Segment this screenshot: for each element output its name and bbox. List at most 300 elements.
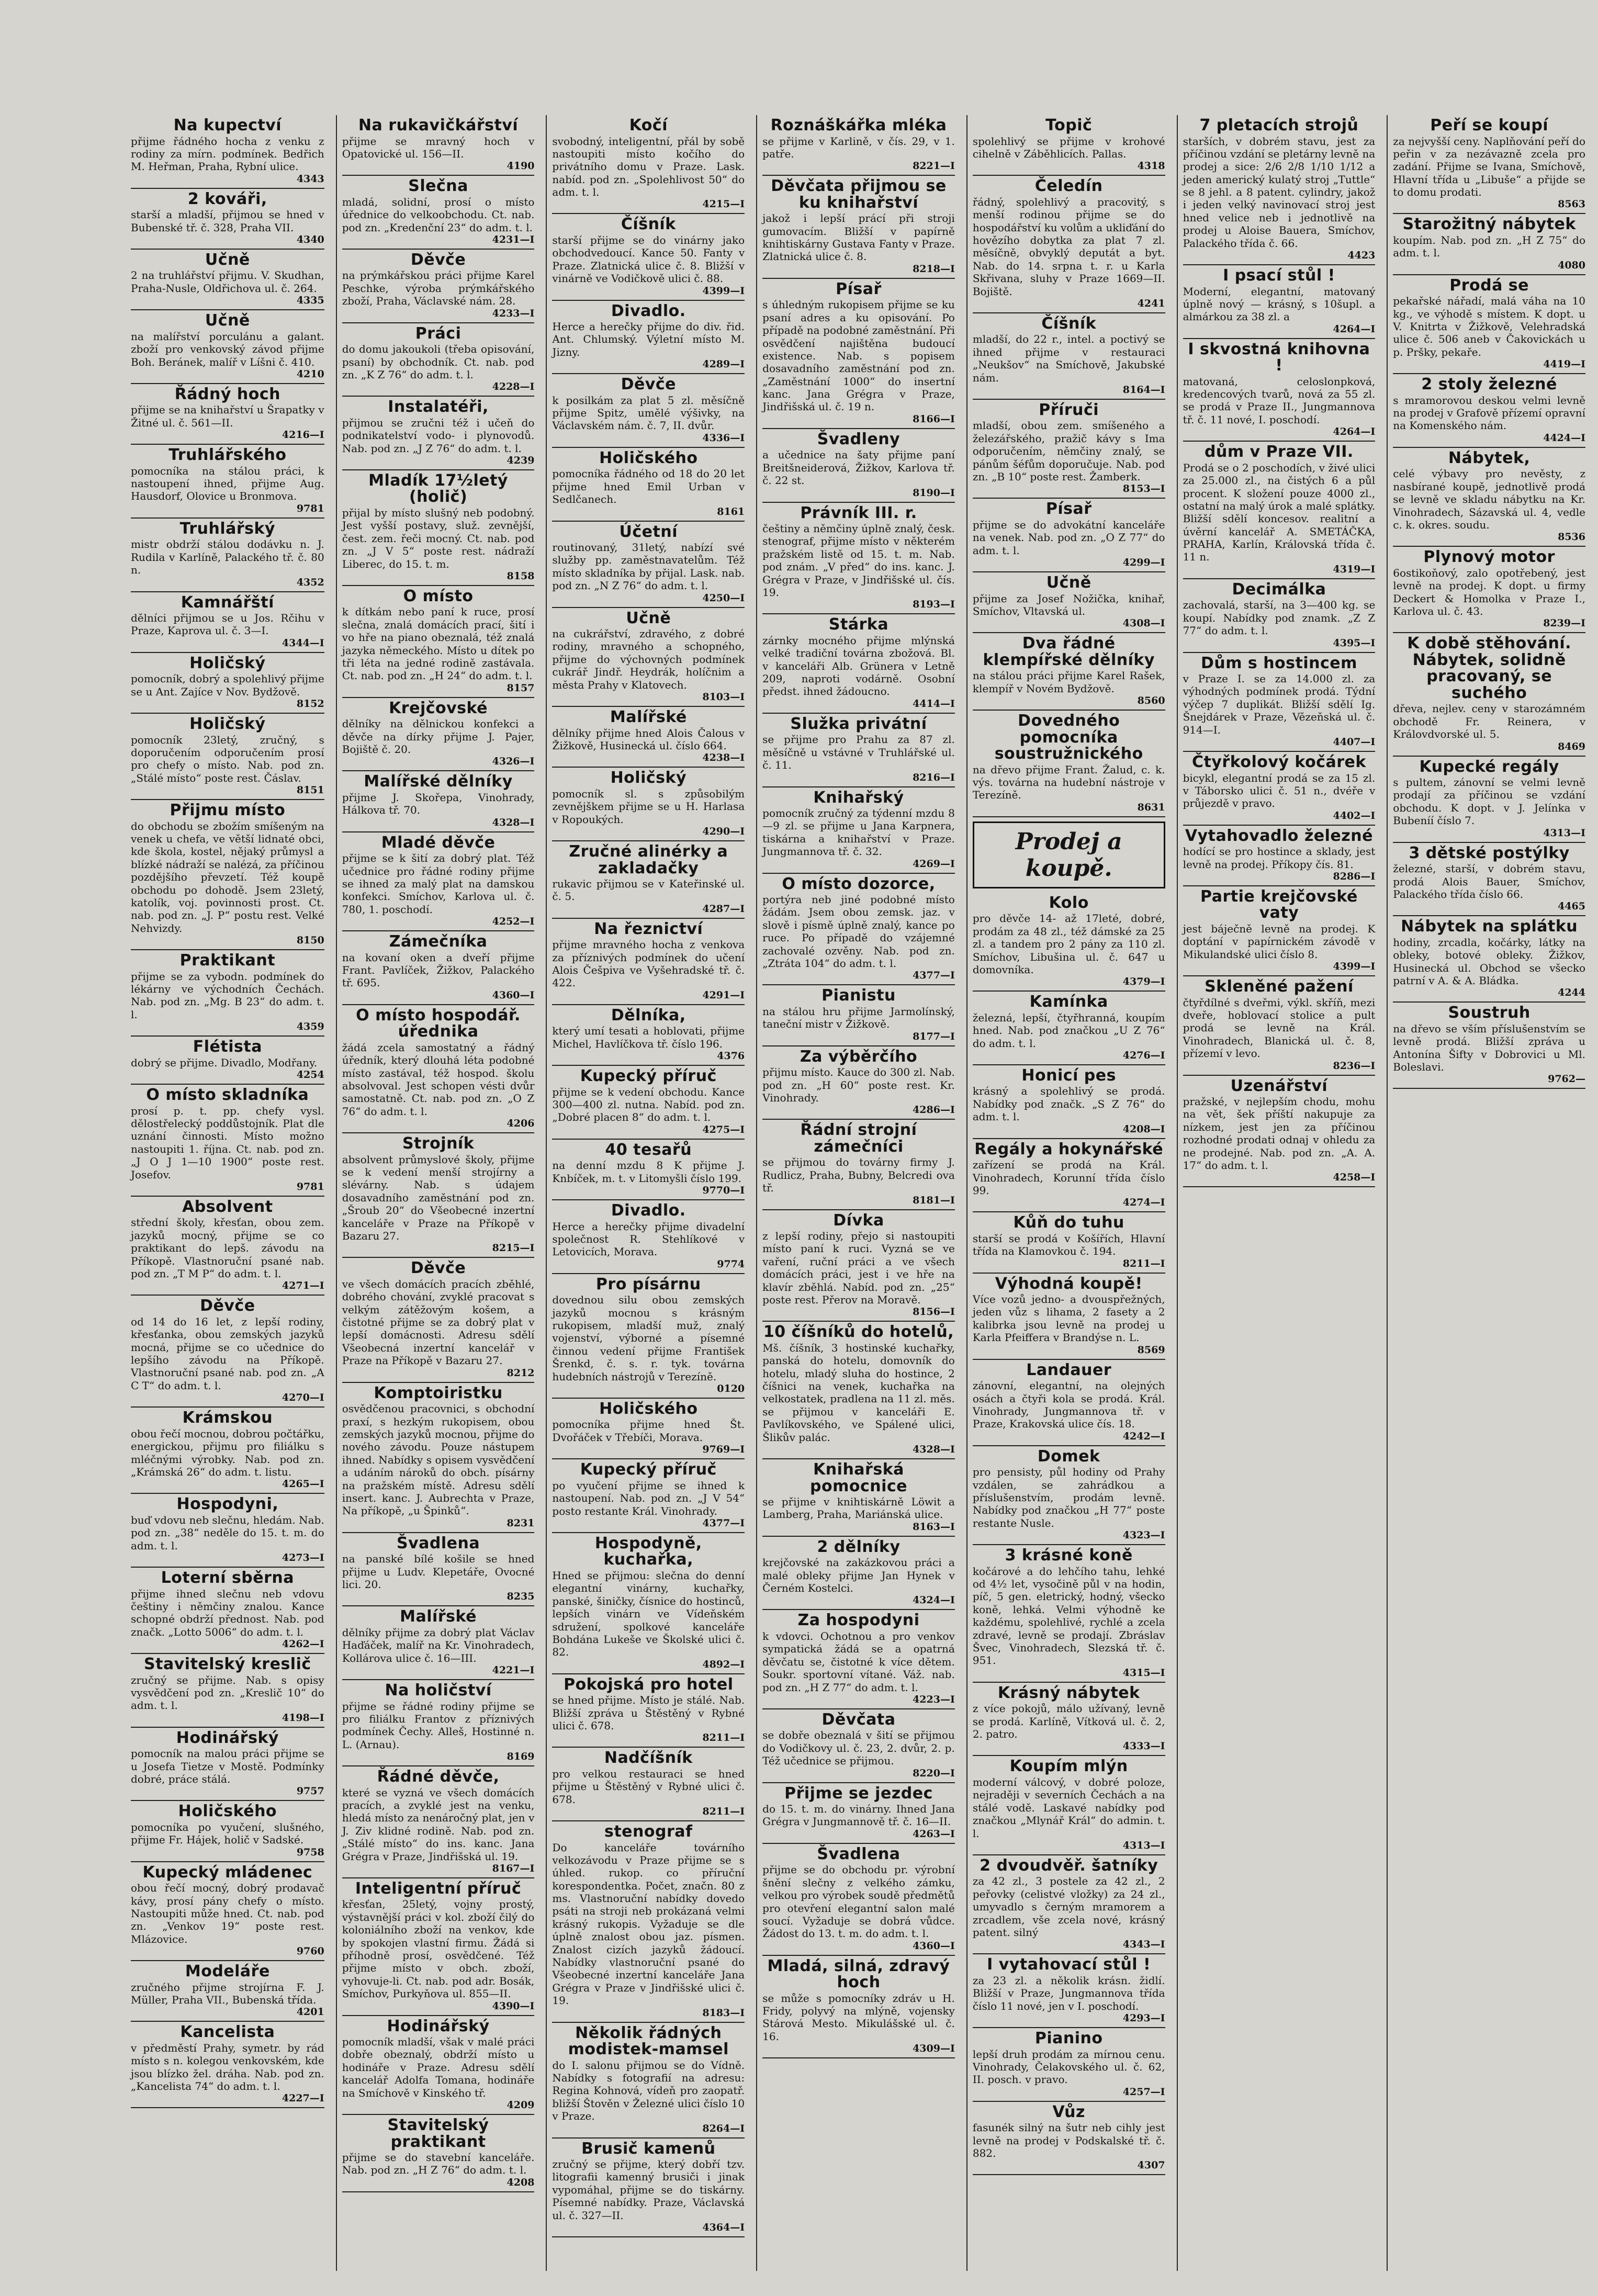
classified-ad — [973, 2102, 1165, 2176]
ad-heading: Vůz — [1052, 2102, 1085, 2121]
ad-heading: Řádný hoch — [174, 385, 280, 403]
classified-ad — [552, 448, 745, 522]
ad-text: přijme se do advokátní kanceláře na venek. Nab. pod zn. „O Z 77“ do adm. t. l. — [972, 518, 1165, 557]
ad-text: pro velkou restauraci se hned přijme u Štěstěný v Rybné ulici č. 678. — [552, 1767, 745, 1806]
classified-ad — [131, 1728, 324, 1802]
ad-code: 4273—I — [282, 1552, 324, 1563]
classified-ad — [342, 931, 535, 1005]
ad-text: se přijmou do továrny firmy J. Rudlicz, Praha, Bubny, Belcredi ova tř. — [762, 1156, 955, 1195]
ad-text: koupím. Nab. pod zn. „H Z 75“ do adm. t. l. — [1393, 233, 1585, 260]
ad-heading: Na kupectví — [173, 116, 282, 134]
ad-text: s úhledným rukopisem přijme se ku psaní adres a ku opisování. Po případě na podobné zaměstnání. Při osvědčení najištěna budoucí existence. Nab. s popisem dosavadního zaměstnání pod zn. „Zaměstnání 1000“ do insertní kanc. Jana Grégra v Praze, Jindřišská ul. č. 19 n. — [762, 298, 955, 413]
classified-ad — [342, 176, 535, 250]
classified-ad — [342, 1680, 535, 1766]
ad-code: 4390—I — [492, 2000, 535, 2012]
classified-ad — [762, 1459, 955, 1537]
ad-heading: Kamínka — [1029, 993, 1108, 1011]
ad-heading: Děvčata přijmou se ku knihařství — [771, 177, 947, 212]
ad-code: 4424—I — [1543, 432, 1585, 444]
classified-ad — [762, 1120, 955, 1210]
ad-heading: Peří se koupí — [1430, 116, 1549, 134]
ad-text: od 14 do 16 let, z lepší rodiny, křesťanka, obou zemských jazyků mocná, přijme se co učednice do lepšího závodu na Příkopě. Vlastnoruční psané nab. pod zn. „A C T“ do adm. t. l. — [131, 1315, 324, 1392]
ad-code: 8221—I — [913, 160, 955, 172]
ad-heading: Učně — [626, 609, 671, 627]
ad-code: 4208—I — [1122, 1123, 1165, 1135]
ad-text: v Praze I. se za 14.000 zl. za výhodných podmínek prodá. Týdní výčep 7 duplikát. Bližší sdělí Ig. Šnejdárek v Praze, Vězeňská ul. č. 914—I. — [1183, 672, 1376, 736]
ad-code: 4402—I — [1333, 809, 1376, 821]
ad-code: 4333—I — [1122, 1740, 1165, 1752]
ad-code: 8211—I — [702, 1732, 745, 1744]
ad-heading: 2 kováři, — [187, 189, 267, 208]
classified-ad — [1183, 115, 1376, 265]
classified-ad — [342, 470, 535, 586]
ad-heading: Kancelista — [180, 2023, 275, 2042]
ad-code: 8161 — [717, 505, 745, 517]
ad-code: 4343 — [296, 173, 324, 185]
ad-text: na stálou hru přijme Jarmolínský, taneční mistr v Žižkově. — [762, 1005, 955, 1031]
ad-text: starších, v dobrém stavu, jest za příčinou vzdání se pletárny levně na prodej a sice: 2/6 2/8 1/10 1/12 a jeden americký kulatý stroj „Tuttle“ se 8 jehl. a 8 patent. cylindry, jakož i jeden velký navinovací stroj jest hned velice neb i jednotlivě na prodej u Aloise Bauera, Smíchov, Palackého třída č. 66. — [1183, 134, 1376, 250]
ad-code: 4250—I — [702, 592, 745, 604]
ad-code: 4216—I — [282, 429, 324, 441]
ad-code: 8211—I — [702, 1806, 745, 1818]
ad-code: 4326—I — [492, 756, 535, 768]
ad-heading: Slečna — [408, 177, 468, 196]
classified-ad — [762, 985, 955, 1046]
ad-code: 4328—I — [913, 1444, 955, 1455]
ad-heading: Za hospodyni — [797, 1611, 920, 1630]
classified-ad — [1183, 442, 1376, 579]
ad-heading: Prodá se — [1449, 276, 1529, 295]
ad-text: přijal by místo slušný neb podobný. Jest vyšší postavy, služ. zevnější, čest. zem. řeči mocný. Ct. nab. pod zn. „J V 5“ poste rest. nádraží Liberec, do 15. t. m. — [342, 506, 535, 570]
ad-text: se hned přijme. Místo je stálé. Nab. Bližší zpráva u Štěstěný v Rybné ulici č. 678. — [552, 1694, 745, 1732]
classified-ad — [1393, 633, 1585, 756]
ad-text: spolehlivý se přijme v krohové cihelně v Záběhlicích. Pallas. — [972, 134, 1165, 160]
classified-ad — [973, 1954, 1165, 2028]
ad-code: 9774 — [717, 1258, 745, 1270]
ad-text: střední školy, křesťan, obou zem. jazyků mocný, přijme se co praktikant do lepš. závodu na Příkopě. Vlastnoruční psané nab. pod zn. „T M P“ do adm. t. l. — [131, 1216, 324, 1280]
ad-text: přijme se na knihařství u Šrapatky v Žitné ul. č. 561—II. — [131, 403, 324, 429]
ad-heading: Topič — [1045, 116, 1093, 134]
ad-code: 8183—I — [702, 2007, 745, 2019]
ad-code: 4239 — [507, 454, 535, 466]
ad-code: 4244 — [1558, 987, 1585, 999]
ad-code: 8569 — [1137, 1344, 1165, 1356]
classified-ad — [131, 1494, 324, 1568]
classified-ad — [762, 115, 955, 176]
classified-ad — [1183, 339, 1376, 442]
classified-ad — [762, 279, 955, 429]
ad-text: k posilkám za plat 5 zl. měsíčně přijme Spitz, umělé výšivky, na Václavském nám. č. 7, II. dvůr. — [552, 393, 745, 432]
ad-code: 8177—I — [913, 1030, 955, 1042]
classified-ad — [131, 800, 324, 950]
ad-heading: Přijme se jezdec — [784, 1784, 933, 1803]
ad-heading: Zručné alinérky a zakladačky — [569, 842, 728, 877]
ad-text: se může s pomocníky zdráv u H. Fridy, polyvý na mlýně, vojensky Stárová Mesto. Mikulášské ul. č. 16. — [762, 1991, 955, 2043]
ad-heading: 40 tesařů — [605, 1140, 692, 1159]
ad-text: lepší druh prodám za mírnou cenu. Vinohrady, Čelakovského ul. č. 62, II. posch. v pravo. — [972, 2047, 1165, 2086]
ad-text: češtiny a němčiny úplně znalý, česk. stenograf, přijme místo v některém pražském listě od 15. t. m. Nab. pod znám. „V před“ do ins. kanc. J. Grégra v Praze, v Jindřišské ul. čís. 19. — [762, 522, 955, 599]
ad-code: 4364—I — [702, 2222, 745, 2233]
ad-text: přijme se k šití za dobrý plat. Též učednice pro řádné rodiny přijme se ihned za malý plat na damskou konfekci. Smíchov, Karlova ul. č. 780, 1. poschodí. — [342, 852, 535, 916]
ad-heading: Nábytek, — [1448, 448, 1531, 467]
ad-text: mladší, do 22 r., intel. a poctivý se ihned přijme v restauraci „Neukšov“ na Smíchově, Jakubské nám. — [972, 333, 1165, 384]
ad-code: 4275—I — [702, 1123, 745, 1135]
ad-code: 4414—I — [913, 697, 955, 710]
ad-text: dřeva, nejlev. ceny v starozámném obchodě Fr. Reinera, v Královdvorské ul. 5. — [1393, 702, 1585, 741]
ad-code: 4198—I — [282, 1712, 324, 1724]
ad-text: pomocník 23letý, zručný, s doporučením odporučením prosí pro chefy o místo. Nab. pod zn. „Stálé místo“ poste rest. Čáslav. — [131, 733, 324, 784]
ad-code: 4323—I — [1122, 1529, 1165, 1541]
classified-ad — [552, 1674, 745, 1748]
ad-code: 4276—I — [1122, 1049, 1165, 1061]
ad-code: 4319—I — [1333, 563, 1376, 575]
ad-code: 8631 — [1137, 801, 1165, 813]
ad-column-4 — [756, 115, 960, 2271]
ad-heading: Mladá, silná, zdravý hoch — [767, 1956, 950, 1992]
ad-code: 8157 — [507, 682, 535, 694]
ad-text: se dobře obeznalá v šití se přijmou do Vodičkovy ul. č. 23, 2. dvůr, 2. p. Též učednice se přijmou. — [762, 1729, 955, 1768]
ad-code: 9758 — [296, 1846, 324, 1858]
classified-ad — [552, 1200, 745, 1274]
classified-ad — [973, 1139, 1165, 1213]
ad-code: 4308—I — [1122, 617, 1165, 629]
ad-code: 4360—I — [913, 1940, 955, 1952]
classified-ad — [973, 1212, 1165, 1273]
ad-text: přijme mravného hocha z venkova za příznivých podmínek do učení Alois Češpiva ve Vyšehradské tř. č. 422. — [552, 938, 745, 989]
classified-ad — [552, 1459, 745, 1533]
classified-ad — [762, 714, 955, 787]
ad-heading: Učně — [1046, 573, 1091, 592]
ad-text: zachovalá, starší, na 3—400 kg. se koupí. Nabídky pod znamk. „Z Z 77“ do adm. t. l. — [1183, 599, 1376, 637]
classified-ad — [342, 397, 535, 470]
ad-text: Více vozů jedno- a dvouspřežných, jeden vůz s lihama, 2 fasety a 2 kalibrka jsou levně na prodej u Karla Pfeiffera v Brandýse n. L. — [972, 1293, 1165, 1344]
ad-text: přijmu místo. Kauce do 300 zl. Nab. pod zn. „H 60“ poste rest. Kr. Vinohrady. — [762, 1066, 955, 1104]
ad-code: 4407—I — [1333, 736, 1376, 748]
ad-heading: Malířské — [400, 1607, 477, 1626]
classified-ad — [131, 653, 324, 714]
ad-heading: Truhlářský — [179, 519, 276, 538]
ad-code: 8158 — [507, 570, 535, 582]
ad-code: 8169 — [507, 1751, 535, 1763]
ad-heading: Decimálka — [1232, 580, 1326, 599]
ad-heading: Dovedného pomocníka soustružnického — [994, 712, 1143, 763]
ad-heading: Číšník — [1041, 314, 1097, 333]
classified-ad — [973, 1274, 1165, 1360]
classified-ad — [342, 1766, 535, 1878]
ad-code: 4227—I — [282, 2092, 324, 2104]
ad-code: 8218—I — [913, 263, 955, 275]
classified-ad — [552, 522, 745, 608]
ad-text: pomocníka přijme hned Št. Dvořáček v Třebíči, Morava. — [552, 1418, 745, 1444]
classified-ad — [973, 1855, 1165, 1954]
ad-heading: Komptoiristku — [374, 1383, 503, 1402]
ad-code: 4257—I — [1122, 2086, 1165, 2098]
classified-ad — [762, 1210, 955, 1322]
ad-heading: Holičský — [189, 654, 266, 672]
ad-code: 8164—I — [1122, 384, 1165, 396]
ad-heading: Honicí pes — [1021, 1066, 1116, 1085]
ad-text: přijme se do obchodu pr. výrobní šnění slečny z velkého zámku, velkou pro výrobek soudě předmětů pro otevření elegantní salon malé soucí. Vyžaduje se dobrá vůdce. Žádost do 13. t. m. do adm. t. l. — [762, 1863, 955, 1940]
ad-heading: Nábytek na splátku — [1401, 917, 1578, 936]
ad-heading: Pokojská pro hotel — [564, 1675, 734, 1694]
classified-ad — [1393, 547, 1585, 633]
ad-code: 4201 — [296, 2006, 324, 2018]
ad-code: 8103—I — [702, 691, 745, 703]
classified-ad — [973, 176, 1165, 313]
ad-heading: Malířské dělníky — [364, 772, 513, 791]
ad-text: zručný se přijme, který dobří tzv. litografii kamenný brusiči i jinak vypomáhal, přijme se do tiskárny. Písemné nabídky. Praze, Václavská ul. č. 327—II. — [552, 2158, 745, 2222]
classified-ad — [131, 714, 324, 800]
ad-text: starší a mladší, přijmou se hned v Bubenské tř. č. 328, Praha VII. — [131, 208, 324, 234]
classified-ad — [131, 1296, 324, 1408]
ad-code: 9757 — [296, 1785, 324, 1797]
ad-text: moderní válcový, v dobré poloze, nejraději v severních Čechách a na stálé vodě. Laskavé nabídky pod značkou „Mlynář Král“ do admin. t. l. — [972, 1775, 1165, 1840]
ad-heading: Partie krejčovské vaty — [1200, 887, 1358, 922]
ad-heading: Švadlena — [817, 1844, 901, 1863]
ad-code: 4238—I — [702, 752, 745, 764]
ad-heading: O místo — [403, 587, 474, 605]
ad-text: na stálou práci přijme Karel Rašek, klempíř v Novém Bydžově. — [972, 669, 1165, 695]
classified-ad — [131, 1037, 324, 1085]
ad-heading: Divadlo. — [611, 1201, 686, 1220]
ad-heading: Švadlena — [397, 1534, 480, 1552]
classified-ad — [762, 1844, 955, 1956]
ad-code: 4265—I — [282, 1478, 324, 1490]
ad-code: 8150 — [296, 935, 324, 947]
classified-ad — [973, 572, 1165, 633]
classified-ad — [973, 992, 1165, 1065]
ad-heading: Domek — [1037, 1447, 1100, 1466]
ad-code: 8215—I — [492, 1242, 535, 1254]
ad-text: zručný se přijme. Nab. s opisy vysvědčení pod zn. „Kreslič 10“ do adm. t. l. — [131, 1673, 324, 1712]
ad-heading: Kamnářští — [181, 593, 274, 612]
ad-heading: Skleněné pažení — [1205, 977, 1354, 996]
ad-heading: Učně — [205, 250, 250, 269]
ad-text: Do kanceláře továrního velkozávodu v Praze přijme se s úhled. rukop. co příruční korespondentka. Počet, značn. 80 z ms. Vlastnoruční nabídky dovedo psáti na stroji neb prokázaná velmi krásný rukopis. Vyžaduje se dle úplně znalost obou jaz. písmen. Znalost cizích jazyků žádoucí. Nabídky vlastnoruční psané do Všeobecné inzertní kanceláře Jana Grégra v Praze v Jindřišské ulici č. 19. — [552, 1841, 745, 2007]
ad-text: hodící se pro hostince a sklady, jest levně na prodej. Příkopy čís. 81. — [1183, 845, 1376, 871]
ad-heading: Právník III. r. — [800, 503, 917, 522]
ad-text: dělníci přijmou se u Jos. Rčihu v Praze, Kaprova ul. č. 3—I. — [131, 612, 324, 637]
ad-heading: Starožitný nábytek — [1402, 215, 1576, 234]
ad-text: pekařské nářadí, malá váha na 10 kg., ve výhodě s místem. K dopt. u V. Knitrta v Žižkově, Velehradská ulice č. 506 aneb v Čakovickách u p. Pršky, pekaře. — [1393, 295, 1585, 358]
ad-heading: Příruči — [1039, 400, 1099, 419]
classified-ad — [762, 787, 955, 874]
classified-ad — [552, 1533, 745, 1674]
classified-ad — [552, 1821, 745, 2023]
ad-text: krejčovské na zakázkovou práci a malé obleky přijme Jan Hynek v Černém Kostelci. — [762, 1556, 955, 1595]
ad-code: 4215—I — [702, 198, 745, 210]
ad-text: zařízení se prodá na Král. Vinohradech, Korunní třída číslo 99. — [972, 1158, 1165, 1197]
ad-heading: Zámečníka — [389, 932, 488, 951]
ad-code: 4241 — [1137, 297, 1165, 309]
ad-text: Herce a herečky přijme do div. řid. Ant. Chlumský. Výletní místo M. Jizny. — [552, 320, 745, 358]
ad-heading: Modeláře — [185, 1962, 270, 1981]
ad-heading: K době stěhování. Nábytek, solidně pracovaný, se suchého — [1407, 634, 1572, 702]
classified-ad — [762, 176, 955, 279]
classified-ad — [762, 874, 955, 986]
ad-code: 4274—I — [1122, 1197, 1165, 1209]
ad-heading: 3 krásné koně — [1005, 1546, 1133, 1565]
classified-ad — [552, 608, 745, 707]
classified-ad — [552, 1748, 745, 1821]
ad-text: Hned se přijmou: slečna do denní elegantní vinárny, kuchařky, panské, šiničky, čísnice do hostinců, lepších vinárn ve Vídeňském sdružení, spolkové kanceláře Bohdána Lukeše ve Školské ulici č. 82. — [552, 1569, 745, 1659]
classified-ad — [1183, 976, 1376, 1075]
ad-text: na prýmkářskou práci přijme Karel Peschke, výroba prýmkářského zboží, Praha, Václavské nám. 28. — [342, 269, 535, 308]
ad-heading: Hodinářský — [387, 2017, 490, 2035]
ad-heading: 2 dvoudvěř. šatníky — [980, 1856, 1158, 1875]
ad-code: 8563 — [1558, 198, 1585, 210]
ad-code: 8469 — [1558, 740, 1585, 752]
ad-code: 8163—I — [913, 1521, 955, 1533]
ad-text: v předměstí Prahy, symetr. by rád místo s n. kolegou venkovském, kde jsou blízko žel. dráha. Nab. pod zn. „Kancelista 74“ do adm. t. l. — [131, 2041, 324, 2093]
classified-ad — [1183, 653, 1376, 752]
ad-code: 4318 — [1137, 160, 1165, 172]
ad-text: pomocníka na stálou práci, k nastoupení ihned, přijme Aug. Hausdorf, Olovice u Bronmova. — [131, 464, 324, 503]
ad-heading: Práci — [415, 324, 462, 343]
classified-ad — [342, 698, 535, 772]
ad-text: za 23 zl. a několik krásn. židlí. Bližší v Praze, Jungmannova třída číslo 11 nové, jen v I. poschodí. — [972, 1974, 1165, 2012]
ad-heading: Malířské — [610, 708, 687, 727]
ad-heading: I vytahovací stůl ! — [987, 1955, 1151, 1974]
classified-ad — [762, 1046, 955, 1120]
ad-text: osvědčenou pracovnici, s obchodní praxí, s hezkým rukopisem, obou zemských jazyků mocnou, přijme do nového závodu. Pouze nástupem ihned. Nabídky s opisem vysvědčení a udáním nároků do obch. písárny na pražském místě. Adresu sdělí insert. kanc. J. Aubrechta v Praze, Na příkopě, „u Špinků“. — [342, 1402, 535, 1517]
ad-column-6 — [1177, 115, 1381, 2271]
ad-text: přijme řádného hocha z venku z rodiny za mírn. podmínek. Bedřich M. Heřman, Praha, Rybní ulice. — [131, 134, 324, 173]
ad-heading: Kočí — [629, 116, 668, 134]
ad-text: prosí p. t. pp. chefy vysl. dělostřelecký poddůstojník. Plat dle uznání činnosti. Místo možno nastoupiti 1. října. Ct. nab. pod zn. „J O J 1—10 1900“ poste rest. Josefov. — [131, 1104, 324, 1181]
ad-text: pomocník, dobrý a spolehlivý přijme se u Ant. Zajíce v Nov. Bydžově. — [131, 672, 324, 698]
ad-text: do domu jakoukoli (třeba opisování, psaní) by obchodník. Ct. nab. pod zn. „K Z 76“ do adm. t. l. — [342, 343, 535, 381]
classified-ad — [762, 1537, 955, 1611]
ad-text: na dřevo se vším příslušenstvím se levně prodá. Bližší zpráva u Antonína Šifty v Dobrovici u Ml. Boleslavi. — [1393, 1022, 1585, 1074]
ad-text: na dřevo přijme Frant. Žalud, c. k. výs. továrna na hudební nástroje v Terezíně. — [972, 763, 1165, 802]
ad-code: 4293—I — [1122, 2012, 1165, 2024]
classified-ad — [131, 950, 324, 1037]
classified-ad — [1393, 275, 1585, 374]
ad-heading: Mladé děvče — [381, 833, 496, 852]
classified-ad — [973, 1446, 1165, 1545]
ad-text: za 42 zl., 3 postele za 42 zl., 2 peřovky (celistvé vložky) za 24 zl., umyvadlo s černým mramorem a zrcadlem, vše zcela nové, krásný patent. silný — [972, 1875, 1165, 1939]
ad-code: 4290—I — [702, 826, 745, 837]
classified-ad — [342, 2016, 535, 2115]
ad-text: buď vdovu neb slečnu, hledám. Nab. pod zn. „38“ neděle do 15. t. m. do adm. t. l. — [131, 1513, 324, 1552]
ad-heading: Výhodná koupě! — [995, 1274, 1143, 1293]
ad-code: 4399—I — [1333, 961, 1376, 973]
ad-text: přijme se k vedení obchodu. Kance 300—400 zl. nutna. Nabíd. pod zn. „Dobré placen 8“ do adm. t. l. — [552, 1085, 745, 1124]
classified-ad — [973, 400, 1165, 499]
classified-ad — [131, 519, 324, 592]
ad-heading: Stárka — [828, 615, 889, 634]
ad-text: čtyřdílné s dveřmi, výkl. skříň, mezi dveře, hoblovací stolice a pult prodá se levně na Král. Vinohradech, Blanická ul. č. 8, přízemí v levo. — [1183, 996, 1376, 1060]
ad-heading: Instalatéři, — [388, 398, 489, 417]
classified-ad — [131, 115, 324, 189]
classified-ad — [973, 499, 1165, 572]
ad-text: pomocník mladší, však v malé práci dobře obeznalý, obdrží místo u hodináře v Praze. Adresu sdělí kancelář Adolfa Tomana, hodináře na Smíchově v Kinského tř. — [342, 2035, 535, 2099]
ad-text: na malířství porculánu a galant. zboží pro venkovský závod přijme Boh. Beránek, malíř v Líšni č. 410. — [131, 330, 324, 368]
classified-ad — [342, 323, 535, 397]
ad-text: k dítkám nebo paní k ruce, prosí slečna, znalá domácích prací, šití i vo hře na piano obeznalá, též znalá jazyka německého. Místo u dítek po tři léta na jedné rodině zastávala. Ct. nab. pod zn. „H 24“ do adm. t. l. — [342, 605, 535, 682]
ad-heading: I psací stůl ! — [1223, 266, 1335, 285]
ad-code: 8166—I — [913, 413, 955, 425]
ad-heading: Kupecké regály — [1419, 757, 1559, 776]
ad-text: krásný a spolehlivý se prodá. Nabídky pod značk. „S Z 76“ do adm. t. l. — [972, 1085, 1165, 1123]
ad-code: 4242—I — [1122, 1430, 1165, 1442]
ad-text: Moderní, elegantní, matovaný úplně nový — krásný, s 10šupl. a almárkou za 38 zl. a — [1183, 285, 1376, 323]
ad-text: dovednou silu obou zemských jazyků mocnou s krásným rukopisem, mladší muž, znalý vojenství, výborné a písemné činnou vedení přijme František Šrenkd, č. s. r. tyk. továrna hudebních nástrojů v Terezíně. — [552, 1293, 745, 1383]
ad-heading: Švadleny — [817, 430, 901, 448]
classified-ad — [131, 1801, 324, 1862]
ad-code: 4465 — [1558, 901, 1585, 913]
ad-text: přijmou se zručni též i učeň do podnikatelství vodo- i plynovodů. Nab. pod zn. „J Z 76“ do adm. t. l. — [342, 416, 535, 455]
ad-text: s mramorovou deskou velmi levně na prodej v Grafově přízemí opravní na Komenského nám. — [1393, 393, 1585, 432]
ad-text: pražské, v nejlepším chodu, mohu na vět, šek příští nakupuje za nízkem, jest jen za příčinou rozhodné prodati odnaj v ohledu za ne prodejné. Nab. pod zn. „A. A. 17“ do adm. t. l. — [1183, 1095, 1376, 1172]
ad-code: 8181—I — [913, 1194, 955, 1206]
ad-heading: Kupecký příruč — [580, 1067, 717, 1086]
classified-ad — [973, 893, 1165, 992]
ad-text: Mš. číšník, 3 hostinské kuchařky, panská do hotelu, domovník do hotelu, mladý sluha do hostince, 2 číšnici na venek, kuchařka na velkostatek, pradlena na 11 zl. měs. se přijmou v kanceláři E. Pavlíkovského, ve Spálené ulici, Šlikův palác. — [762, 1341, 955, 1444]
ad-heading: Vytahovadlo železné — [1185, 826, 1373, 845]
ad-code: 4315—I — [1122, 1667, 1165, 1679]
ad-heading: 2 dělníky — [817, 1537, 901, 1556]
classified-ad — [1393, 843, 1585, 917]
ad-heading: Pro písárnu — [595, 1275, 701, 1293]
ad-heading: Truhlářského — [168, 446, 287, 465]
ad-code: 4291—I — [702, 989, 745, 1001]
ad-code: 4209 — [507, 2099, 535, 2111]
ad-heading: Přijmu místo — [170, 801, 286, 820]
ad-code: 8151 — [296, 784, 324, 796]
ad-text: dělníky přijme za dobrý plat Václav Haďáček, malíř na Kr. Vinohradech, Kollárova ulice č. 16—III. — [342, 1626, 535, 1664]
ad-code: 4395—I — [1333, 637, 1376, 649]
ad-heading: Řádní strojní zámečníci — [800, 1121, 917, 1156]
ad-heading: Hospodyni, — [176, 1495, 279, 1514]
ad-text: obou řečí mocný, dobrý prodavač kávy, prosí pány chefy o místo. Nastoupiti může hned. Ct. nab. pod zn. „Venkov 19“ poste rest. Mlázovice. — [131, 1882, 324, 1945]
ad-text: hodiny, zrcadla, kočárky, látky na obleky, botové obleky. Žižkov, Husinecká ul. Obchod se všecko patrní v A. & A. Bládka. — [1393, 936, 1585, 987]
classified-ad — [762, 429, 955, 503]
ad-heading: Divadlo. — [611, 301, 686, 320]
ad-text: kočárové a do lehčího tahu, lehké od 4½ let, vysočině půl v na hodin, píč, 5 gen. eletrický, hodný, všecko koně, lehká. Velmi výhodně ke každému, spolehlivé, rychlé a zcela zdravé, levně se prodají. Zbráslav Švec, Vinohradech, Slezská tř. č. 951. — [972, 1565, 1165, 1667]
ad-column-3 — [546, 115, 750, 2271]
ad-code: 8236—I — [1333, 1060, 1376, 1072]
ad-heading: Strojník — [402, 1134, 475, 1153]
ad-heading: Děvče — [621, 375, 676, 394]
classified-ad — [1183, 579, 1376, 653]
classified-ad — [762, 1783, 955, 1844]
ad-heading: Holičský — [610, 769, 687, 787]
ad-text: pomocník sl. s způsobilým zevnějškem přijme se u H. Harlasa v Ropoukých. — [552, 787, 745, 826]
classified-ad — [131, 592, 324, 653]
ad-text: se přijme v Karlině, v čís. 29, v 1. patře. — [762, 134, 955, 160]
ad-text: který umí tesati a hoblovati, přijme Michel, Havlíčkova tř. číslo 196. — [552, 1025, 745, 1050]
ad-heading: dům v Praze VII. — [1205, 443, 1354, 462]
classified-ad — [762, 1709, 955, 1783]
ad-text: portýra neb jiné podobné místo žádám. Jsem obou zemsk. jaz. v slově i písmě úplně znalý, kance po ruce. Po případě do vzájemné zachovalé ozvěny. Nab. pod zn. „Ztráta 104“ do adm. t. l. — [762, 893, 955, 970]
ad-code: 4307 — [1137, 2159, 1165, 2171]
ad-heading: Účetní — [619, 522, 678, 541]
classified-ad — [1393, 757, 1585, 843]
ad-code: 8190—I — [913, 487, 955, 499]
classified-ad — [342, 586, 535, 698]
classified-ad — [131, 1408, 324, 1494]
classified-ad — [1393, 916, 1585, 1003]
ad-code: 4399—I — [702, 285, 745, 297]
ad-heading: Knihařská pomocnice — [809, 1460, 907, 1495]
ad-heading: Holičský — [189, 715, 266, 734]
classified-ad — [973, 633, 1165, 711]
ad-heading: 10 číšníků do hotelů, — [763, 1323, 954, 1342]
ad-text: přijme za Josef Nožička, knihař, Smíchov, Vltavská ul. — [972, 592, 1165, 617]
classified-ad — [131, 1568, 324, 1654]
